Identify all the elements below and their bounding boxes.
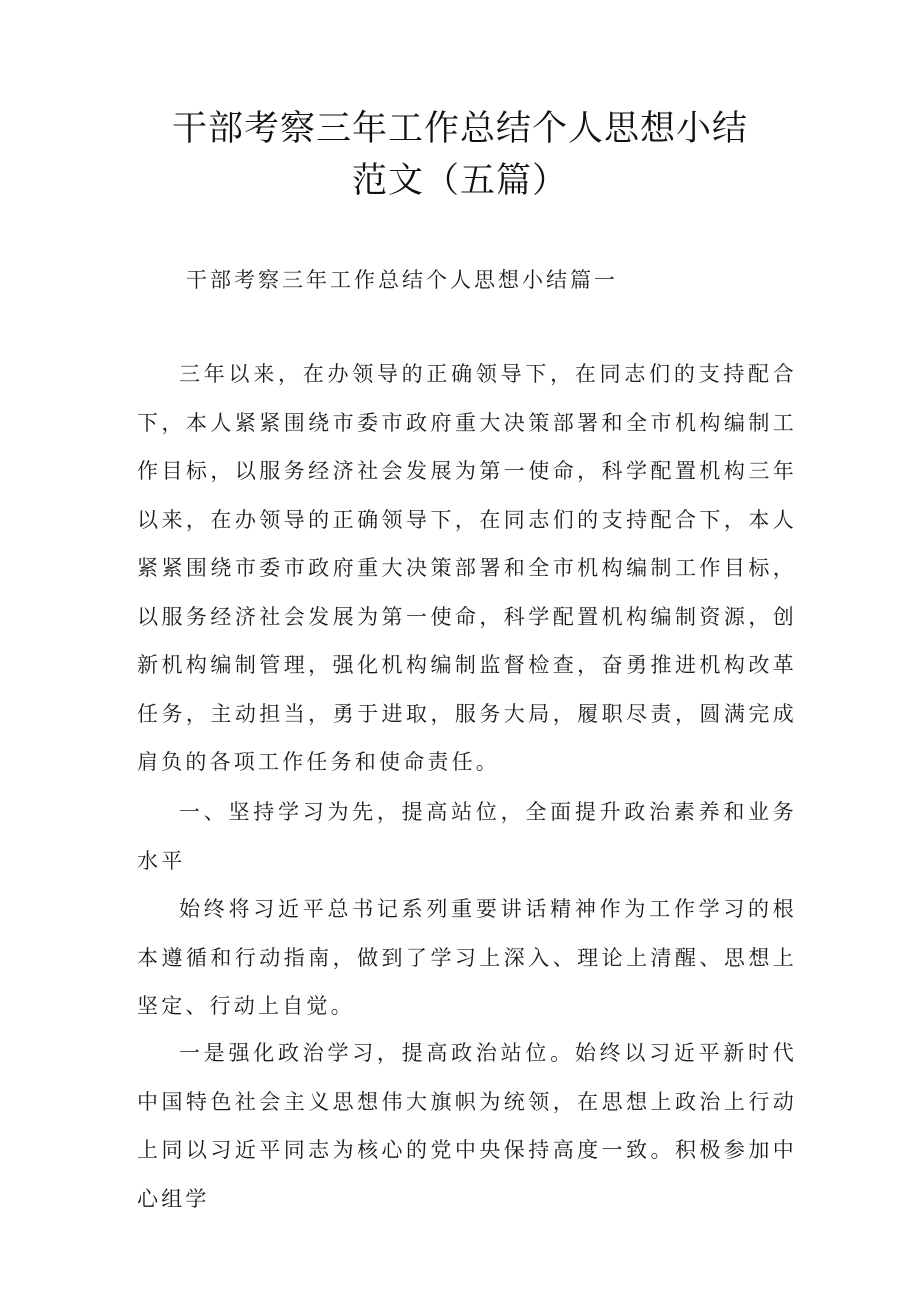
paragraph-text: 一、坚持学习为先，提高站位，全面提升政治素养和业务水平	[137, 800, 797, 873]
document-title-line-1: 干部考察三年工作总结个人思想小结	[171, 109, 748, 149]
paragraph-text: 三年以来，在办领导的正确领导下，在同志们的支持配合下，本人紧紧围绕市委市政府重大决策部署和全市机构编制工作目标，以服务经济社会发展为第一使命，科学配置机构三年以来，在办领导的正确领导下，在同志们的支持配合下，本人紧紧围绕市委市政府重大决策部署和全市机构编制工作目标，以服务经济社会发展为第一使命，科学配置机构编制资源，创新机构编制管理，强化机构编制监督检查，奋勇推进机构改革任务，主动担当，勇于进取，服务大局，履职尽责，圆满完成肩负的各项工作任务和使命责任。	[137, 362, 797, 774]
section-heading: 干部考察三年工作总结个人思想小结篇一	[186, 268, 618, 292]
paragraph-4	[137, 1029, 797, 1223]
paragraph-1	[137, 350, 797, 787]
paragraph-text: 始终将习近平总书记系列重要讲话精神作为工作学习的根本遵循和行动指南，做到了学习上深入、理论上清醒、思想上坚定、行动上自觉。	[137, 897, 797, 1018]
paragraph-3	[137, 885, 797, 1031]
paragraph-text: 一是强化政治学习，提高政治站位。始终以习近平新时代中国特色社会主义思想伟大旗帜为统领，在思想上政治上行动上同以习近平同志为核心的党中央保持高度一致。积极参加中心组学	[137, 1041, 797, 1211]
document-title-line-2: 范文（五篇）	[351, 161, 568, 201]
paragraph-2-heading	[137, 788, 797, 885]
